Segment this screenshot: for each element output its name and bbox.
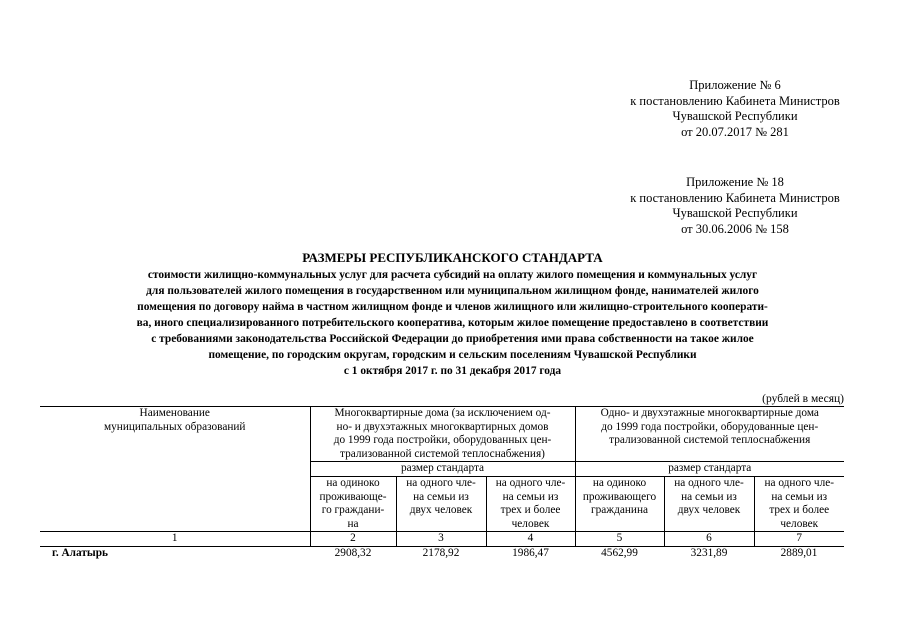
appendix-resolution: к постановлению Кабинета Министров [630,93,840,108]
column-number: 5 [575,532,664,547]
header-line: на одного чле- [406,476,476,489]
column-number: 7 [754,532,844,547]
header-line: на семьи из [681,490,737,503]
header-line: человек [780,517,819,530]
units-label: (рублей в месяц) [762,393,844,405]
value-cell: 2178,92 [422,546,460,559]
appendix-date-number: от 30.06.2006 № 158 [681,221,789,236]
subtitle-line: помещения по договору найма в частном жилищном фонде и членов жилищного или жилищно-строительного кооперати- [137,301,768,313]
header-line: но- и двухэтажных многоквартирных домов [336,420,549,433]
header-line: до 1999 года постройки, оборудованных цен- [333,434,552,447]
header-line: Наименование [139,407,210,419]
header-line: двух человек [409,504,473,517]
header-line: на семьи из [413,490,469,503]
header-line: проживающего [582,490,657,503]
value-cell: 2908,32 [334,546,372,559]
header-line: на семьи из [771,490,828,503]
appendix-republic: Чувашской Республики [672,109,798,123]
header-family-three-2 [754,476,844,531]
appendix-republic: Чувашской Республики [672,206,798,220]
subtitle-line: помещение, по городским округам, городским и сельским поселениям Чувашской Республики [208,349,697,361]
header-line: человек [511,517,550,530]
subtitle-line: с требованиями законодательства Российской Федерации до приобретения ими права собственности на такое жилое [151,333,754,345]
value-cell: 4562,99 [601,546,638,559]
header-line: Одно- и двухэтажные многоквартирные дома [600,407,819,419]
appendix-title: Приложение № 6 [689,78,781,92]
appendix-resolution: к постановлению Кабинета Министров [630,190,840,205]
header-line: проживающе- [319,490,387,503]
header-family-two-2 [664,476,754,531]
header-line: гражданина [590,504,648,517]
appendix-block-1 [560,78,905,140]
header-line: го граждани- [321,504,385,517]
column-number: 2 [310,532,396,547]
subtitle-line: с 1 октября 2017 г. по 31 декабря 2017 года [343,365,562,377]
column-number: 6 [664,532,754,547]
header-line: на одиноко [326,476,380,489]
subtitle-line: ва, иного специализированного потребительского кооператива, которым жилое помещение предоставлено в соответствии [136,317,769,329]
header-group-low-rise-buildings [575,407,844,462]
header-standard-size-2: размер стандарта [575,462,844,477]
header-line: трализованной системой теплоснабжения) [340,447,545,460]
column-number: 4 [486,532,575,547]
subtitle-line: стоимости жилищно-коммунальных услуг для расчета субсидий на оплату жилого помещения и коммунальных услуг [147,269,758,281]
header-line: на одного чле- [495,476,566,489]
document-title: РАЗМЕРЫ РЕСПУБЛИКАНСКОГО СТАНДАРТА [302,250,603,265]
municipality-name: г. Алатырь [52,546,108,559]
appendix-title: Приложение № 18 [686,175,784,189]
column-number: 3 [396,532,486,547]
header-municipality [40,407,310,532]
header-line: Многоквартирные дома (за исключением од- [334,407,551,419]
header-line: двух человек [677,504,741,517]
header-line: трех и более [769,504,830,517]
appendix-block-2 [560,175,905,237]
table-row [40,546,844,560]
header-line: на [347,517,359,530]
subtitle-line: для пользователей жилого помещения в государственном или муниципальном жилищном фонде, нанимателей жилого [146,285,759,297]
header-family-two-1 [396,476,486,531]
header-line: на одиноко [592,476,647,489]
standard-table [40,406,844,561]
appendix-date-number: от 20.07.2017 № 281 [681,124,789,139]
header-line: трализованной системой теплоснабжения [609,434,811,447]
header-line: на одного чле- [764,476,835,489]
value-cell: 3231,89 [690,546,728,559]
column-number: 1 [40,532,310,547]
document-subtitle [40,267,865,379]
value-cell: 2889,01 [780,546,818,559]
header-line: муниципальных образований [104,420,246,433]
header-family-three-1 [486,476,575,531]
header-line: до 1999 года постройки, оборудованные цен- [601,420,819,433]
header-line: трех и более [500,504,561,517]
value-cell: 1986,47 [512,546,549,559]
header-single-resident-1 [310,476,396,531]
header-group-apartment-buildings [310,407,575,462]
header-line: на семьи из [502,490,559,503]
header-line: на одного чле- [674,476,744,489]
header-single-resident-2 [575,476,664,531]
header-standard-size-1: размер стандарта [310,462,575,477]
